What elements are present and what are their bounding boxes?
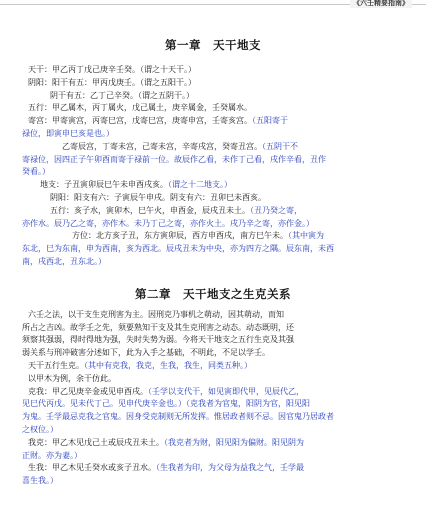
line-note: （五阳寄于 [252, 116, 288, 126]
line-text: 须察其强弱，得时得地为强，失时失势为弱。今将天干地支之五行生克及其强 [22, 335, 294, 345]
line-text: 阴阳：阳干有五：甲丙戊庚壬。（谓之五阳干。） [28, 77, 196, 87]
chapter-2-text [22, 309, 404, 488]
line-text: 地支：子丑寅卯辰巳午未申酉戌亥。 [40, 180, 168, 190]
text-line [22, 424, 404, 437]
text-line [22, 192, 404, 205]
text-line [22, 90, 404, 103]
line-note: 南，戌西北，丑东北。） [22, 256, 106, 266]
line-note: 正财。亦为妻。） [22, 450, 82, 460]
line-note: 亦作水。辰乃乙之寄，亦作木。未乃丁己之寄，亦作火土。戌乃辛之寄，亦作金。） [22, 218, 314, 228]
line-note: 癸看。） [22, 167, 50, 177]
line-text: 阴阳：阳支有六：子寅辰午申戌。阴支有六：丑卯巳未酉亥。 [50, 192, 266, 202]
line-note: 为鬼。壬学最忌克我之官鬼。因身受克制则无所发挥。惟居政者则不忌。因官鬼乃居政者 [22, 412, 334, 422]
chapter-2-title: 第二章 天干地支之生克关系 [135, 286, 291, 301]
text-line [22, 309, 404, 322]
line-note: 寄禄位，因四正子午卯酉而寄于禄前一位。故辰作乙看，未作丁己看，戌作辛看，丑作 [22, 154, 326, 164]
book-title-banner: 《六壬精要指南》 [350, 0, 412, 8]
text-line [22, 437, 404, 450]
text-line [22, 334, 404, 347]
line-text: 生我：甲乙木见壬癸水或亥子丑水。 [28, 463, 156, 473]
text-line [22, 475, 404, 488]
line-text: 五行：亥子水，寅卯木，巳午火，申酉金，辰戌丑未土。 [50, 205, 250, 215]
line-note: （丑乃癸之寄， [250, 205, 302, 215]
line-note: 见巳代丙戊。见未代丁己。见申代庚辛金也。）（克我者为官鬼，阳阴为官，阳见阳 [22, 399, 310, 409]
line-text: 天干：甲乙丙丁戊己庚辛壬癸。（谓之十天干。） [28, 65, 196, 74]
page-body [22, 0, 404, 488]
line-text: 寄宫：甲寄寅宫，丙寄巳宫，戊寄巳宫，庚寄申宫，壬寄亥宫。 [28, 116, 252, 126]
line-note: 之权位。） [22, 424, 58, 434]
text-line [22, 322, 404, 335]
text-line [22, 205, 404, 218]
line-note: （壬学以支代干，如见寅即代甲，见辰代乙， [148, 386, 304, 396]
line-text: 天干五行生克。 [28, 360, 84, 370]
text-line [22, 141, 404, 154]
text-line [22, 128, 404, 141]
line-text: 克我：甲乙见庚辛金或见申酉戌。 [28, 386, 148, 396]
line-text: 所占之吉凶。故学壬之先，须要熟知干支及其生克刑害之动态。动态既明，还 [22, 322, 294, 332]
line-note: 东北，巳为东南，申为西南，亥为西北。辰戌丑未为中央，亦为四方之隅。辰东南，未西 [22, 244, 334, 254]
chapter-1-title: 第一章 天干地支 [165, 38, 261, 52]
text-line [22, 256, 404, 269]
text-line [22, 386, 404, 399]
line-note: （其中寅为 [288, 231, 324, 241]
text-line [22, 77, 404, 90]
text-line [22, 166, 404, 179]
line-text: 阴干有五：乙丁己辛癸。（谓之五阴干。） [50, 90, 194, 100]
text-line [22, 360, 404, 373]
text-line [22, 115, 404, 128]
line-note: 禄位，即寅申巳亥是也。） [22, 128, 114, 138]
line-text: 弱关系与刑冲破害分述如下，此为入手之基础，不明此，不足以学壬。 [22, 348, 270, 358]
text-line [22, 179, 404, 192]
text-line [22, 462, 404, 475]
line-note: （五阴干不 [262, 141, 298, 151]
text-line [22, 398, 404, 411]
text-line [22, 230, 404, 243]
text-line [22, 450, 404, 463]
text-line [22, 154, 404, 167]
text-line [22, 218, 404, 231]
line-text: 我克：甲乙木见戊己土或辰戌丑未土。 [28, 437, 164, 447]
text-line [22, 64, 404, 77]
line-note: （生我者为印，为父母为益我之气，壬学最 [156, 463, 304, 473]
line-text: 以甲木为例，余干仿此。 [28, 373, 116, 383]
line-text: 六壬之法，以干支生克刑害为主。因刑克乃事机之萌动，因其萌动，而知 [28, 309, 284, 319]
line-text: 方位：北方亥子丑，东方寅卯辰，西方申酉戌，南方巳午未。 [72, 231, 288, 241]
text-line [22, 243, 404, 256]
text-line [22, 411, 404, 424]
line-text: 五行：甲乙属木，丙丁属火，戊己属土，庚辛属金，壬癸属水。 [28, 103, 252, 113]
line-text: 乙寄辰宫，丁寄未宫，己寄未宫，辛寄戌宫，癸寄丑宫。 [62, 141, 262, 151]
line-note: 喜生我。） [22, 476, 58, 486]
text-line [22, 347, 404, 360]
line-note: （其中有克我，我克，生我，我生，同类五种。） [84, 360, 252, 370]
text-line [22, 373, 404, 386]
chapter-1-text [22, 64, 404, 269]
text-line [22, 102, 404, 115]
line-note: （谓之十二地支。） [168, 180, 232, 190]
line-note: （我克者为财，阳见阳为偏财。阳见阴为 [164, 437, 304, 447]
